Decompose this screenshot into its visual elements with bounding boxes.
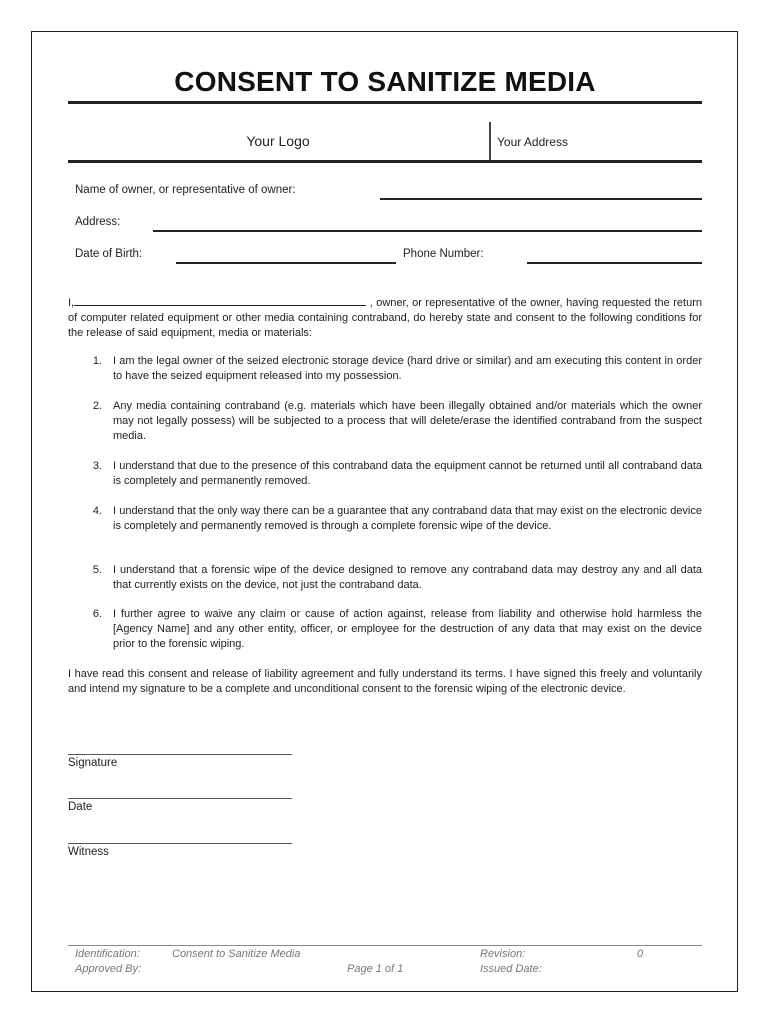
condition-number: 6. [92, 608, 102, 620]
page-title: CONSENT TO SANITIZE MEDIA [174, 66, 596, 97]
date-line[interactable] [68, 798, 292, 799]
owner-name-field[interactable] [380, 198, 702, 200]
phone-label: Phone Number: [403, 248, 484, 260]
footer-revision-label: Revision: [480, 948, 526, 960]
header-vertical-divider [489, 122, 491, 160]
condition-number: 4. [92, 505, 102, 517]
condition-number: 3. [92, 460, 102, 472]
condition-item-6 [88, 607, 702, 652]
owner-name-blank[interactable] [74, 295, 366, 306]
witness-line[interactable] [68, 843, 292, 844]
footer-page-number: Page 1 of 1 [347, 963, 404, 975]
condition-item-4 [88, 504, 702, 534]
condition-item-2 [88, 399, 702, 444]
condition-number: 2. [92, 400, 102, 412]
address-label: Address: [75, 216, 121, 228]
address-field[interactable] [153, 230, 702, 232]
phone-field[interactable] [527, 262, 702, 264]
intro-text: , owner, or representative of the owner, having requested the return of computer related equipment or other media containing contraband, do hereby state and consent to the following conditions for the release of said equipment, media or materials: [68, 297, 702, 339]
condition-item-3 [88, 459, 702, 489]
condition-text: I understand that a forensic wipe of the device designed to remove any contraband data may destroy any and all data that currently exists on the device, not just the contraband data. [113, 564, 702, 591]
footer-approved-label: Approved By: [75, 963, 142, 975]
date-label: Date [68, 801, 93, 813]
condition-text: I further agree to waive any claim or cause of action against, release from liability and otherwise hold harmless the [Agency Name] and any other entity, officer, or employee for the destruction of any data that may exist on the device prior to the forensic wiping. [113, 608, 702, 650]
condition-text: I understand that the only way there can be a guarantee that any contraband data that may exist on the electronic device is completely and permanently removed is through a complete forensic wipe of the device. [113, 505, 702, 532]
footer-identification-label: Identification: [75, 948, 140, 960]
logo-placeholder: Your Logo [246, 133, 310, 149]
signature-label: Signature [68, 757, 118, 769]
condition-item-1 [88, 354, 702, 384]
header-divider [68, 160, 702, 163]
closing-paragraph: I have read this consent and release of liability agreement and fully understand its terms. I have signed this freely and voluntarily and intend my signature to be a complete and unconditional consent to the forensic wiping of the electronic device. [68, 668, 702, 695]
owner-name-label: Name of owner, or representative of owner: [75, 184, 296, 196]
title-divider [68, 101, 702, 104]
footer-divider [68, 945, 702, 946]
footer-issued-label: Issued Date: [480, 963, 542, 975]
intro-paragraph [68, 295, 702, 341]
dob-label: Date of Birth: [75, 248, 143, 260]
signature-line[interactable] [68, 754, 292, 755]
witness-label: Witness [68, 846, 109, 858]
intro-prefix: I, [68, 297, 75, 309]
condition-number: 5. [92, 564, 102, 576]
footer-revision-value: 0 [637, 948, 644, 960]
dob-field[interactable] [176, 262, 396, 264]
address-placeholder: Your Address [497, 135, 568, 149]
condition-item-5 [88, 563, 702, 593]
condition-text: I understand that due to the presence of this contraband data the equipment cannot be returned until all contraband data is completely and permanently removed. [113, 460, 702, 487]
condition-text: Any media containing contraband (e.g. materials which have been illegally obtained and/or materials which the owner may not legally possess) will be subjected to a process that will delete/erase the identified contraband from the suspect media. [113, 400, 702, 442]
footer-identification-value: Consent to Sanitize Media [172, 948, 301, 960]
condition-text: I am the legal owner of the seized electronic storage device (hard drive or similar) and am executing this content in order to have the seized equipment released into my possession. [113, 355, 702, 382]
condition-number: 1. [92, 355, 102, 367]
